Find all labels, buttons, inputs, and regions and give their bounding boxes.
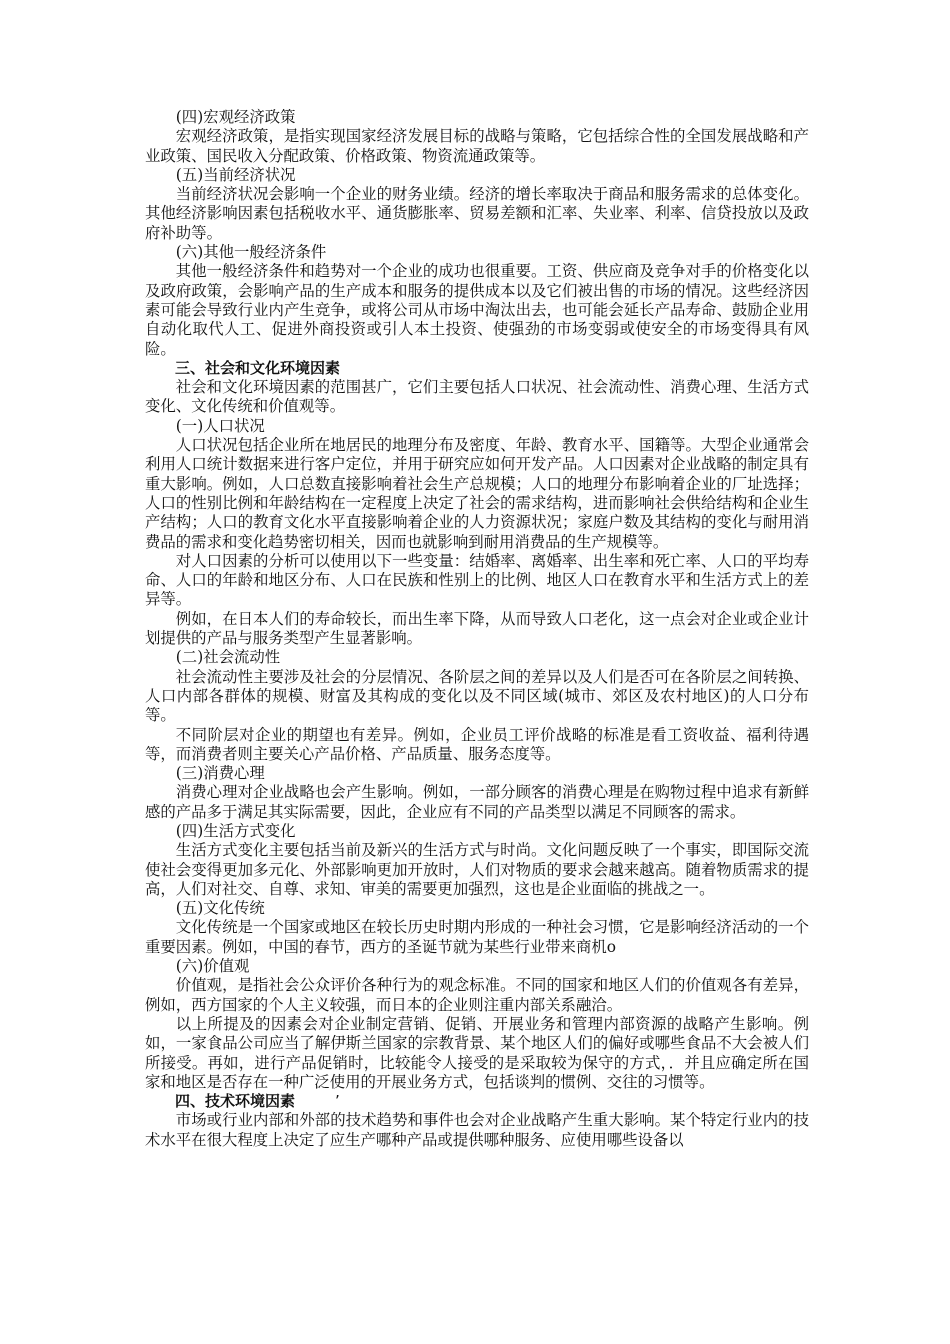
body-paragraph: 生活方式变化主要包括当前及新兴的生活方式与时尚。文化问题反映了一个事实，即国际交流使社会变得更加多元化、外部影响更加开放时，人们对物质的要求会越来越高。随着物质需求的提高，人们对社交、自尊、求知、审美的需要更加强烈，这也是企业面临的挑战之一。 (145, 841, 809, 898)
subsection-heading: (五)文化传统 (175, 899, 265, 918)
subsection-heading: (一)人口状况 (175, 416, 265, 435)
subsection-heading: (四)生活方式变化 (175, 821, 296, 840)
body-paragraph: 价值观，是指社会公众评价各种行为的观念标准。不同的国家和地区人们的价值观各有差异，例如，西方国家的个人主义较强，而日本的企业则注重内部关系融洽。 (145, 976, 809, 1014)
subsection-heading: (二)社会流动性 (175, 648, 281, 667)
body-paragraph: 不同阶层对企业的期望也有差异。例如，企业员工评价战略的标准是看工资收益、福利待遇等，而消费者则主要关心产品价格、产品质量、服务态度等。 (145, 725, 809, 763)
body-paragraph: 例如，在日本人们的寿命较长，而出生率下降，从而导致人口老化，这一点会对企业或企业计划提供的产品与服务类型产生显著影响。 (145, 609, 809, 648)
body-paragraph: 宏观经济政策，是指实现国家经济发展目标的战略与策略，它包括综合性的全国发展战略和产业政策、国民收入分配政策、价格政策、物资流通政策等。 (145, 127, 809, 165)
section-heading: 三、社会和文化环境因素 (175, 358, 341, 377)
body-paragraph: 以上所提及的因素会对企业制定营销、促销、开展业务和管理内部资源的战略产生影响。例如，一家食品公司应当了解伊斯兰国家的宗教背景、某个地区人们的偏好或哪些食品不大会被人们所接受。再如，进行产品促销时，比较能令人接受的是采取较为保守的方式，．并且应确定所在国家和地区是否存在一种广泛使用的开展业务方式，包括谈判的惯例、交往的习惯等。 (145, 1014, 809, 1091)
body-paragraph: 当前经济状况会影响一个企业的财务业绩。经济的增长率取决于商品和服务需求的总体变化。其他经济影响因素包括税收水平、通货膨胀率、贸易差额和汇率、失业率、利率、信贷投放以及政府补助等。 (145, 185, 809, 242)
body-paragraph: 文化传统是一个国家或地区在较长历史时期内形成的一种社会习惯，它是影响经济活动的一个重要因素。例如，中国的春节，西方的圣诞节就为某些行业带来商机o (145, 918, 809, 956)
subsection-heading: (四)宏观经济政策 (175, 108, 296, 126)
body-paragraph: 社会流动性主要涉及社会的分层情况、各阶层之间的差异以及人们是否可在各阶层之间转换、人口内部各群体的规模、财富及其构成的变化以及不同区域(城市、郊区及农村地区)的人口分布等。 (145, 667, 809, 725)
body-paragraph: 消费心理对企业战略也会产生影响。例如，一部分顾客的消费心理是在购物过程中追求有新鲜感的产品多于满足其实际需要，因此，企业应有不同的产品类型以满足不同顾客的需求。 (145, 783, 809, 821)
stray-mark: ’ (335, 1092, 340, 1111)
subsection-heading: (五)当前经济状况 (175, 165, 296, 184)
subsection-heading: (三)消费心理 (175, 764, 265, 783)
document-body (145, 108, 809, 1150)
body-paragraph: 对人口因素的分析可以使用以下一些变量：结婚率、离婚率、出生率和死亡率、人口的平均寿命、人口的年龄和地区分布、人口在民族和性别上的比例、地区人口在教育水平和生活方式上的差异等。 (145, 551, 809, 609)
body-paragraph: 人口状况包括企业所在地居民的地理分布及密度、年龄、教育水平、国籍等。大型企业通常会利用人口统计数据来进行客户定位，并用于研究应如何开发产品。人口因素对企业战略的制定具有重大影响。例如，人口总数直接影响着社会生产总规模；人口的地理分布影响着企业的厂址选择；人口的性别比例和年龄结构在一定程度上决定了社会的需求结构，进而影响社会供给结构和企业生产结构；人口的教育文化水平直接影响着企业的人力资源状况；家庭户数及其结构的变化与耐用消费品的需求和变化趋势密切相关，因而也就影响到耐用消费品的生产规模等。 (145, 436, 809, 551)
body-paragraph: 市场或行业内部和外部的技术趋势和事件也会对企业战略产生重大影响。某个特定行业内的技术水平在很大程度上决定了应生产哪种产品或提供哪种服务、应使用哪些设备以 (145, 1111, 809, 1149)
body-paragraph: 社会和文化环境因素的范围甚广，它们主要包括人口状况、社会流动性、消费心理、生活方式变化、文化传统和价值观等。 (145, 378, 809, 416)
subsection-heading: (六)其他一般经济条件 (175, 243, 327, 262)
subsection-heading: (六)价值观 (175, 957, 250, 976)
section-heading: 四、技术环境因素 ’ (175, 1092, 340, 1111)
body-paragraph: 其他一般经济条件和趋势对一个企业的成功也很重要。工资、供应商及竞争对手的价格变化以及政府政策，会影响产品的生产成本和服务的提供成本以及它们被出售的市场的情况。这些经济因素可能会导致行业内产生竞争，或将公司从市场中淘汰出去，也可能会延长产品寿命、鼓励企业用自动化取代人工、促进外商投资或引人本土投资、使强劲的市场变弱或使安全的市场变得具有风险。 (145, 262, 809, 358)
